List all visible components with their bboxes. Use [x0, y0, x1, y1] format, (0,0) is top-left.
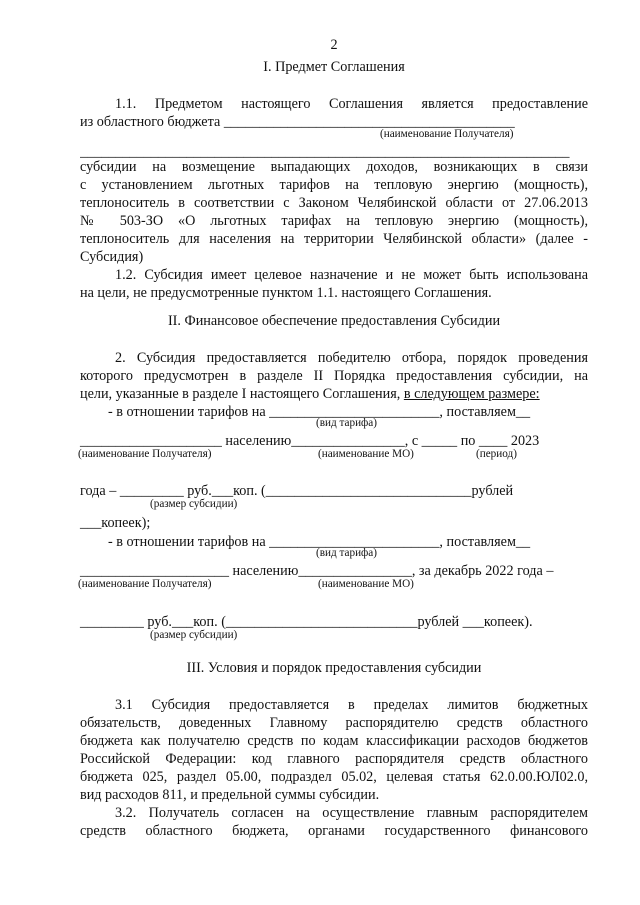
section-1-title: I. Предмет Соглашения — [263, 59, 405, 75]
paragraph-3-1-line: Российской Федерации: код главного распорядителя средств областного — [80, 751, 588, 767]
paragraph-1-1-line: 1.1. Предметом настоящего Соглашения является предоставление — [115, 96, 588, 112]
caption-period: (период) — [476, 448, 517, 460]
sum-amount-text: года – _________ руб.___коп. ( — [80, 483, 266, 499]
paragraph-1-1-line: № 503-ЗО «О льготных тарифах на тепловую энергию (мощность), — [80, 213, 588, 229]
caption-tariff-type: (вид тарифа) — [316, 417, 377, 429]
paragraph-3-1-line: бюджета как получателю средств по кодам классификации расходов бюджетов — [80, 733, 588, 749]
paragraph-1-1-line: субсидии на возмещение выпадающих доходов, возникающих в связи — [80, 159, 588, 175]
tariff-2-sum-line: _________ руб.___коп. (___________________________рублей ___копеек). — [80, 614, 533, 630]
tariff-1-recipient-line: ____________________ населению________________, с _____ по ____ 2023 — [80, 433, 540, 449]
tariff-1-line: - в отношении тарифов на ________________________, поставляем__ — [108, 404, 531, 420]
paragraph-3-2-line: 3.2. Получатель согласен на осуществление главным распорядителем — [115, 805, 588, 821]
section-2-title: II. Финансовое обеспечение предоставления Субсидии — [167, 313, 501, 329]
paragraph-3-1-line: 3.1 Субсидия предоставляется в пределах лимитов бюджетных — [115, 697, 588, 713]
paragraph-1-1-line: из областного бюджета _________________________________________ — [80, 114, 515, 130]
paragraph-1-1-line: теплоноситель в соответствии с Законом Челябинской области от 27.06.2013 — [80, 195, 588, 211]
caption-mo-name: (наименование МО) — [318, 578, 414, 590]
paragraph-3-2-line: средств областного бюджета, органами государственного финансового — [80, 823, 588, 839]
paragraph-2-line: которого предусмотрен в разделе II Порядка предоставления субсидии, на — [80, 368, 588, 384]
paragraph-2-line: 2. Субсидия предоставляется победителю отбора, порядок проведения — [115, 350, 588, 366]
paragraph-2-line — [80, 385, 588, 403]
sum-rubles-text: рублей — [471, 483, 514, 499]
paragraph-1-1-line: теплоноситель для населения на территории Челябинской области» (далее - — [80, 231, 588, 247]
paragraph-1-2-line: 1.2. Субсидия имеет целевое назначение и не может быть использована — [115, 267, 588, 283]
blank-line-rule: _____________________________________________________________________ — [80, 144, 570, 160]
tariff-1-kopecks-line: ___копеек); — [80, 515, 151, 531]
paragraph-1-1-line: с установлением льготных тарифов на тепловую энергию (мощность), — [80, 177, 588, 193]
section-3-title: III. Условия и порядок предоставления субсидии — [186, 660, 482, 676]
paragraph-2-underlined-text: в следующем размере: — [403, 386, 540, 402]
caption-subsidy-amount: (размер субсидии) — [150, 629, 238, 641]
caption-recipient-name: (наименование Получателя) — [78, 448, 212, 460]
paragraph-2-text: цели, указанные в разделе I настоящего Соглашения, — [80, 386, 401, 402]
paragraph-3-1-line: бюджета 025, раздел 05.00, подраздел 05.02, целевая статья 62.0.00.ЮЛ02.0, — [80, 769, 588, 785]
tariff-2-line: - в отношении тарифов на ________________________, поставляем__ — [108, 534, 531, 550]
caption-recipient-name: (наименование Получателя) — [78, 578, 212, 590]
paragraph-1-2-line: на цели, не предусмотренные пунктом 1.1. настоящего Соглашения. — [80, 285, 492, 301]
paragraph-3-1-line: обязательств, доведенных Главному распорядителю средств областного — [80, 715, 588, 731]
tariff-2-recipient-line: _____________________ населению________________, за декабрь 2022 года – — [80, 563, 554, 579]
caption-mo-name: (наименование МО) — [318, 448, 414, 460]
caption-tariff-type: (вид тарифа) — [316, 547, 377, 559]
paragraph-3-1-line: вид расходов 811, и предельной суммы субсидии. — [80, 787, 380, 803]
caption-recipient-name: (наименование Получателя) — [380, 128, 514, 140]
page-number: 2 — [330, 37, 338, 53]
paragraph-1-1-line: Субсидия) — [80, 249, 144, 265]
sum-words-blank: _____________________________ — [265, 483, 472, 499]
caption-subsidy-amount: (размер субсидии) — [150, 498, 238, 510]
